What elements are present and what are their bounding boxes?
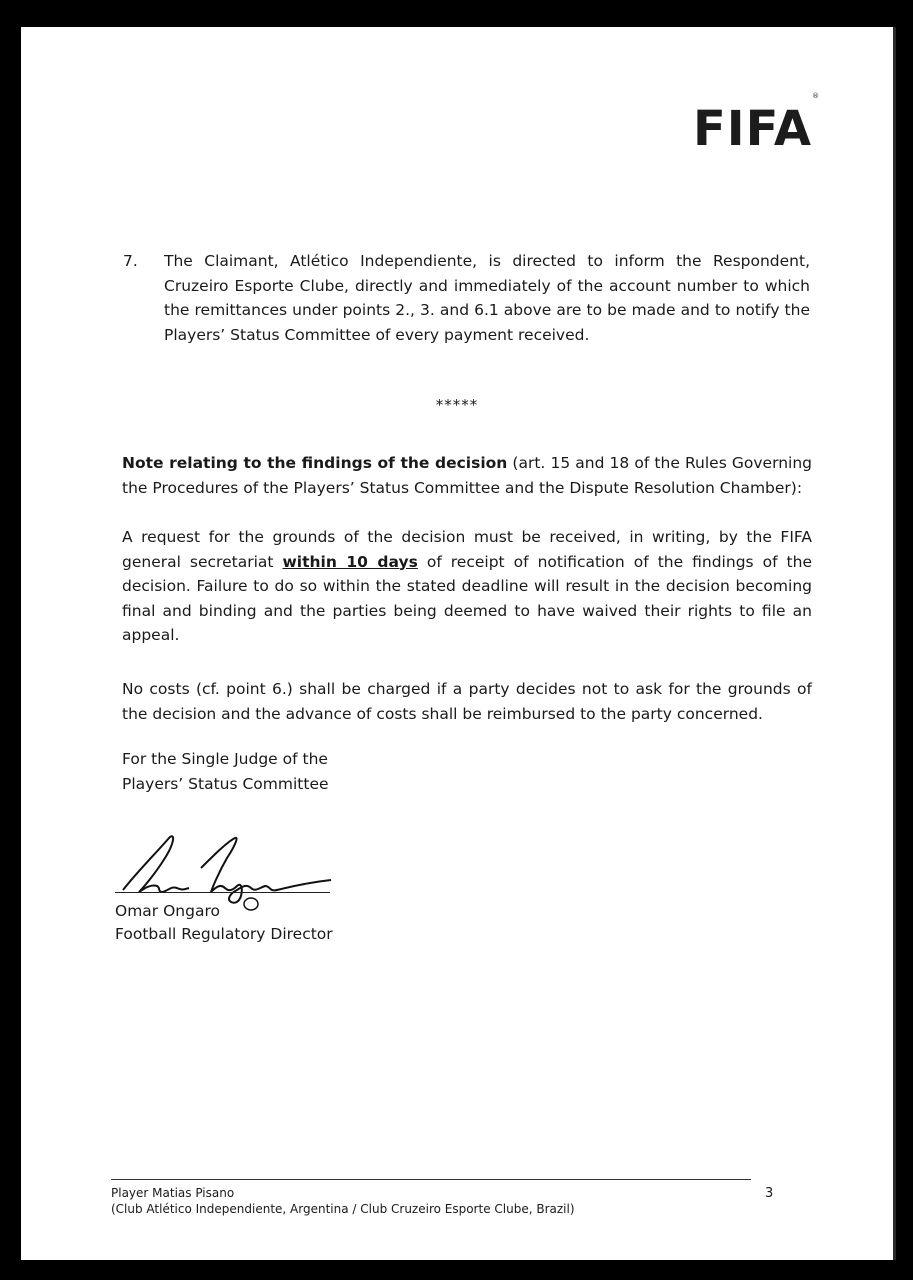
document-page bbox=[21, 27, 893, 1260]
note-paragraph: Note relating to the findings of the decision (art. 15 and 18 of the Rules Governing the Procedures of the Players’ Status Committee and the Dispute Resolution Chamber): bbox=[122, 454, 812, 497]
signoff-line-2: Players’ Status Committee bbox=[122, 774, 329, 793]
signoff-block bbox=[122, 747, 522, 796]
deadline-emphasis: within 10 days bbox=[282, 552, 418, 571]
note-heading: Note relating to the findings of the decision bbox=[122, 454, 508, 472]
footer-divider bbox=[111, 1179, 751, 1180]
signatory-name: Omar Ongaro bbox=[115, 902, 220, 920]
page-number: 3 bbox=[765, 1186, 774, 1201]
fifa-logo: FIFA® bbox=[693, 92, 821, 157]
footer bbox=[111, 1185, 575, 1217]
signature-line bbox=[115, 892, 330, 893]
signatory-block bbox=[115, 900, 515, 946]
item-7-paragraph: The Claimant, Atlético Independiente, is directed to inform the Respondent, Cruzeiro Esporte Clube, directly and immediately of the account number to which the remittances under points 2., 3. and 6.1 above are to be made and to notify the Players’ Status Committee of every payment received. bbox=[164, 252, 810, 344]
signoff-line-1: For the Single Judge of the bbox=[122, 750, 328, 768]
footer-line-1: Player Matias Pisano bbox=[111, 1186, 235, 1200]
page-edge bbox=[893, 27, 896, 1260]
section-separator: ***** bbox=[435, 396, 479, 414]
signatory-title: Football Regulatory Director bbox=[115, 925, 333, 943]
request-paragraph: A request for the grounds of the decision must be received, in writing, by the FIFA general secretariat within 10 days of receipt of notification of the findings of the decision. Failure to do so within the stated deadline will result in the decision becoming final and binding and the parties being deemed to have waived their rights to file an appeal. bbox=[122, 528, 812, 644]
no-costs-paragraph: No costs (cf. point 6.) shall be charged if a party decides not to ask for the grounds of the decision and the advance of costs shall be reimbursed to the party concerned. bbox=[122, 680, 812, 723]
item-number: 7. bbox=[123, 252, 138, 270]
footer-line-2: (Club Atlético Independiente, Argentina / Club Cruzeiro Esporte Clube, Brazil) bbox=[111, 1202, 575, 1216]
